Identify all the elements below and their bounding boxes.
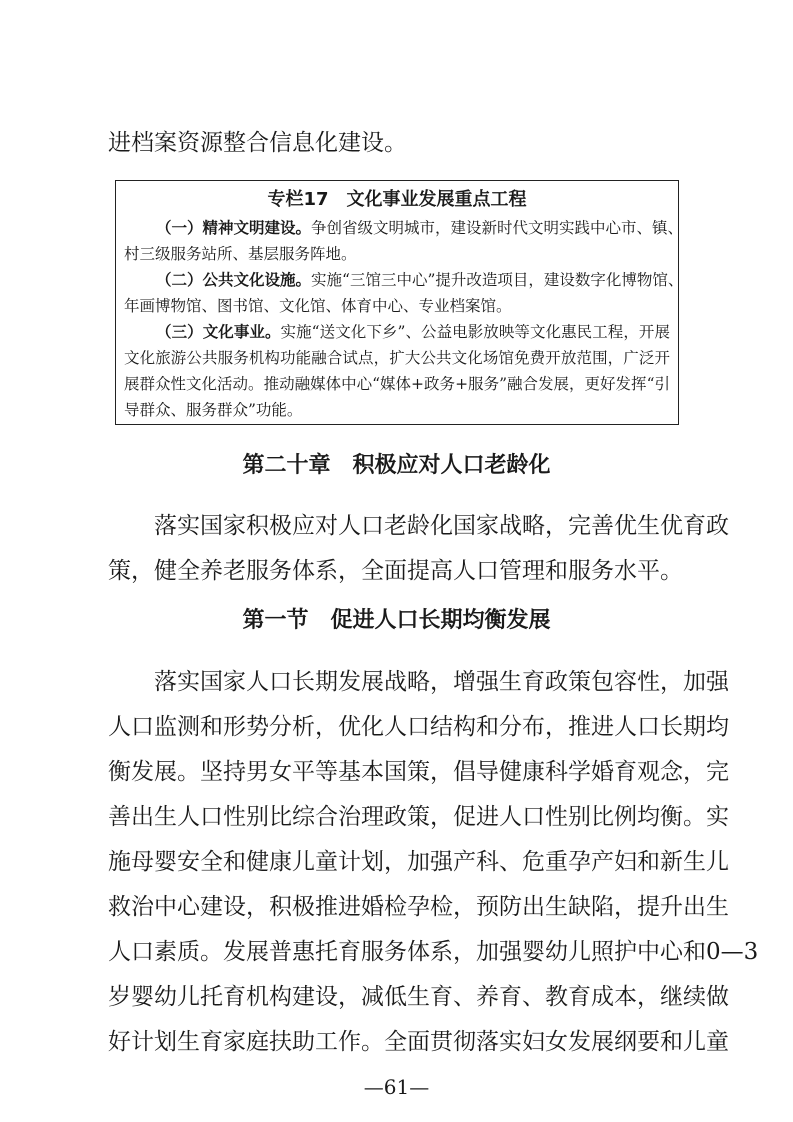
paragraph-line: 衡发展。坚持男女平等基本国策，倡导健康科学婚育观念，完 — [108, 759, 729, 785]
box-line: 导群众、服务群众”功能。 — [124, 401, 303, 419]
box-line — [124, 319, 670, 345]
intro-line: 进档案资源整合信息化建设。 — [108, 130, 407, 156]
feature-box-title: 专栏17 文化事业发展重点工程 — [267, 189, 527, 210]
box-line: 年画博物馆、图书馆、文化馆、体育中心、专业档案馆。 — [124, 297, 512, 315]
page-number: —61— — [363, 1075, 430, 1099]
box-line — [124, 215, 684, 241]
paragraph-line: 落实国家积极应对人口老龄化国家战略，完善优生优育政 — [154, 513, 729, 539]
paragraph-line: 策，健全养老服务体系，全面提高人口管理和服务水平。 — [108, 558, 683, 584]
paragraph-line: 人口监测和形势分析，优化人口结构和分布，推进人口长期均 — [108, 714, 729, 740]
item-label: （三）文化事业。 — [156, 323, 281, 341]
paragraph-line: 施母婴安全和健康儿童计划，加强产科、危重孕产妇和新生儿 — [108, 849, 729, 875]
paragraph-line: 落实国家人口长期发展战略，增强生育政策包容性，加强 — [154, 669, 729, 695]
item-text: 实施“三馆三中心”提升改造项目，建设数字化博物馆、 — [311, 271, 684, 289]
paragraph-line: 人口素质。发展普惠托育服务体系，加强婴幼儿照护中心和0—3 — [108, 939, 759, 965]
box-line — [124, 267, 684, 293]
section-title: 第一节 促进人口长期均衡发展 — [242, 608, 551, 633]
item-text: 争创省级文明城市，建设新时代文明实践中心市、镇、 — [311, 219, 684, 237]
chapter-title: 第二十章 积极应对人口老龄化 — [242, 453, 551, 478]
feature-box — [115, 180, 684, 425]
paragraph-line: 好计划生育家庭扶助工作。全面贯彻落实妇女发展纲要和儿童 — [108, 1029, 729, 1055]
paragraph-line: 救治中心建设，积极推进婚检孕检，预防出生缺陷，提升出生 — [108, 894, 729, 920]
box-line: 文化旅游公共服务机构功能融合试点，扩大公共文化场馆免费开放范围，广泛开 — [124, 349, 670, 367]
box-line: 村三级服务站所、基层服务阵地。 — [124, 245, 357, 263]
paragraph-line: 岁婴幼儿托育机构建设，减低生育、养育、教育成本，继续做 — [108, 984, 729, 1010]
item-label: （一）精神文明建设。 — [156, 219, 312, 237]
item-text: 实施“送文化下乡”、公益电影放映等文化惠民工程，开展 — [280, 323, 670, 341]
paragraph-line: 善出生人口性别比综合治理政策，促进人口性别比例均衡。实 — [108, 804, 729, 830]
box-line: 展群众性文化活动。推动融媒体中心“媒体+政务+服务”融合发展，更好发挥“引 — [124, 375, 670, 393]
item-label: （二）公共文化设施。 — [156, 271, 312, 289]
